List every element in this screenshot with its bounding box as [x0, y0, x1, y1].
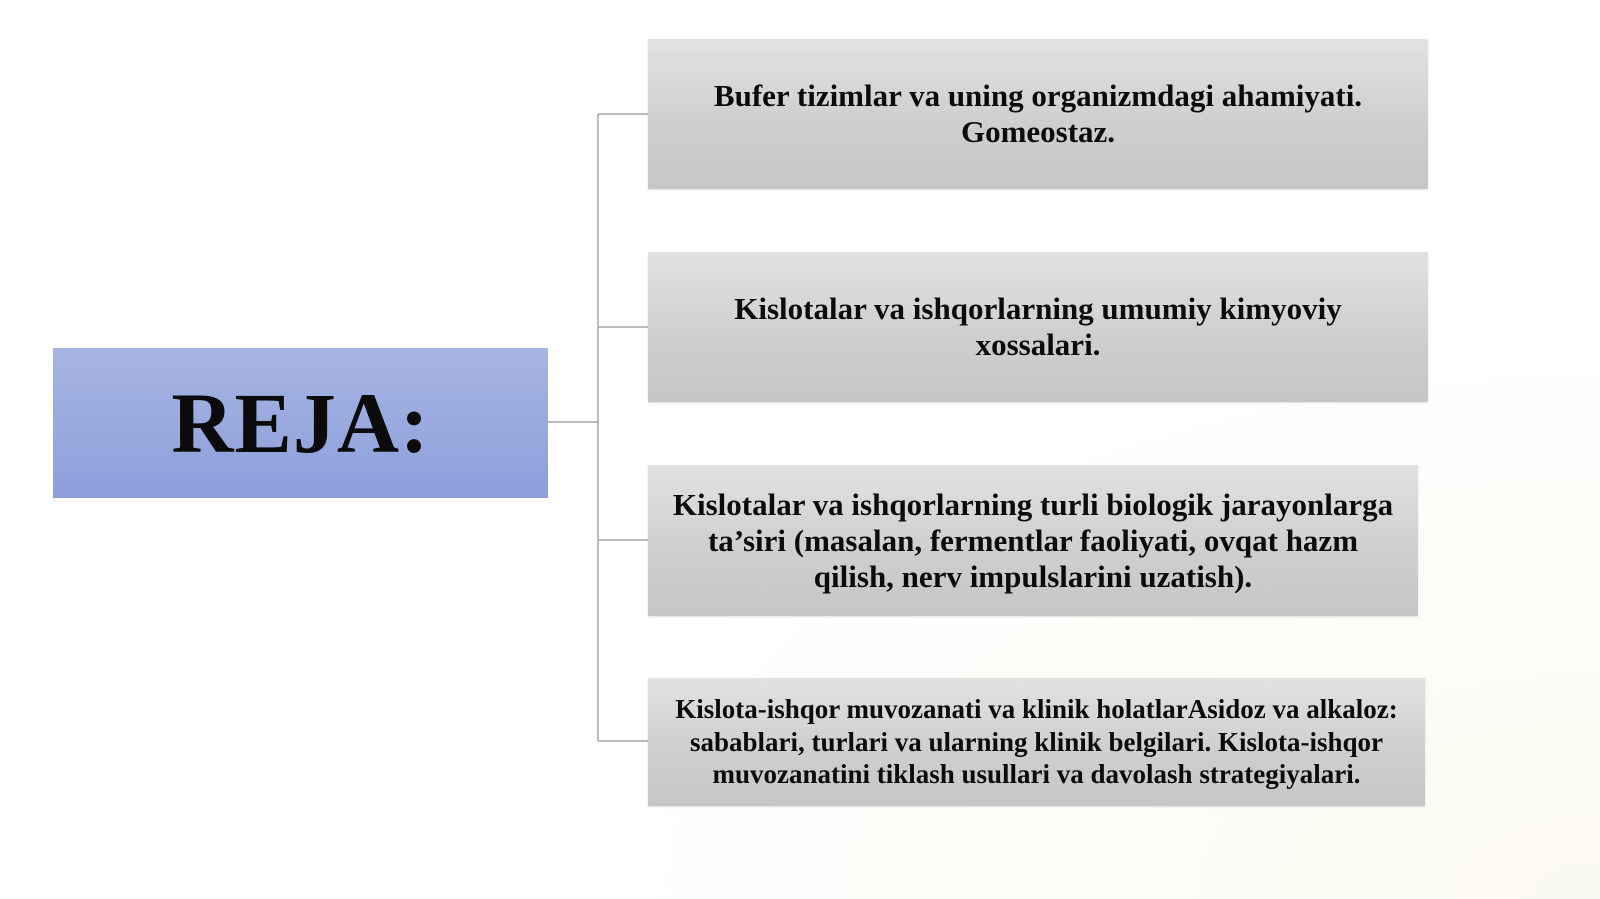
- plan-item-1: [648, 39, 1428, 189]
- root-node-label: REJA:: [171, 375, 430, 471]
- plan-item-2-label: Kislotalar va ishqorlarning umumiy kimyoviy xossalari.: [734, 291, 1342, 362]
- plan-item-2: [648, 252, 1428, 402]
- plan-item-4-label: Kislota-ishqor muvozanati va klinik holatlarAsidoz va alkaloz: sabablari, turlari va ularning klinik belgilari. Kislota-ishqor muvozanatini tiklash usullari va davolash strategiyalari.: [675, 694, 1398, 790]
- plan-item-1-label: Bufer tizimlar va uning organizmdagi ahamiyati. Gomeostaz.: [713, 78, 1363, 149]
- plan-item-4: [648, 678, 1425, 806]
- root-node: [53, 348, 548, 498]
- plan-item-3: [648, 465, 1418, 616]
- plan-item-3-label: Kislotalar va ishqorlarning turli biologik jarayonlarga ta’siri (masalan, fermentlar faoliyati, ovqat hazm qilish, nerv impulslarini uzatish).: [672, 486, 1394, 594]
